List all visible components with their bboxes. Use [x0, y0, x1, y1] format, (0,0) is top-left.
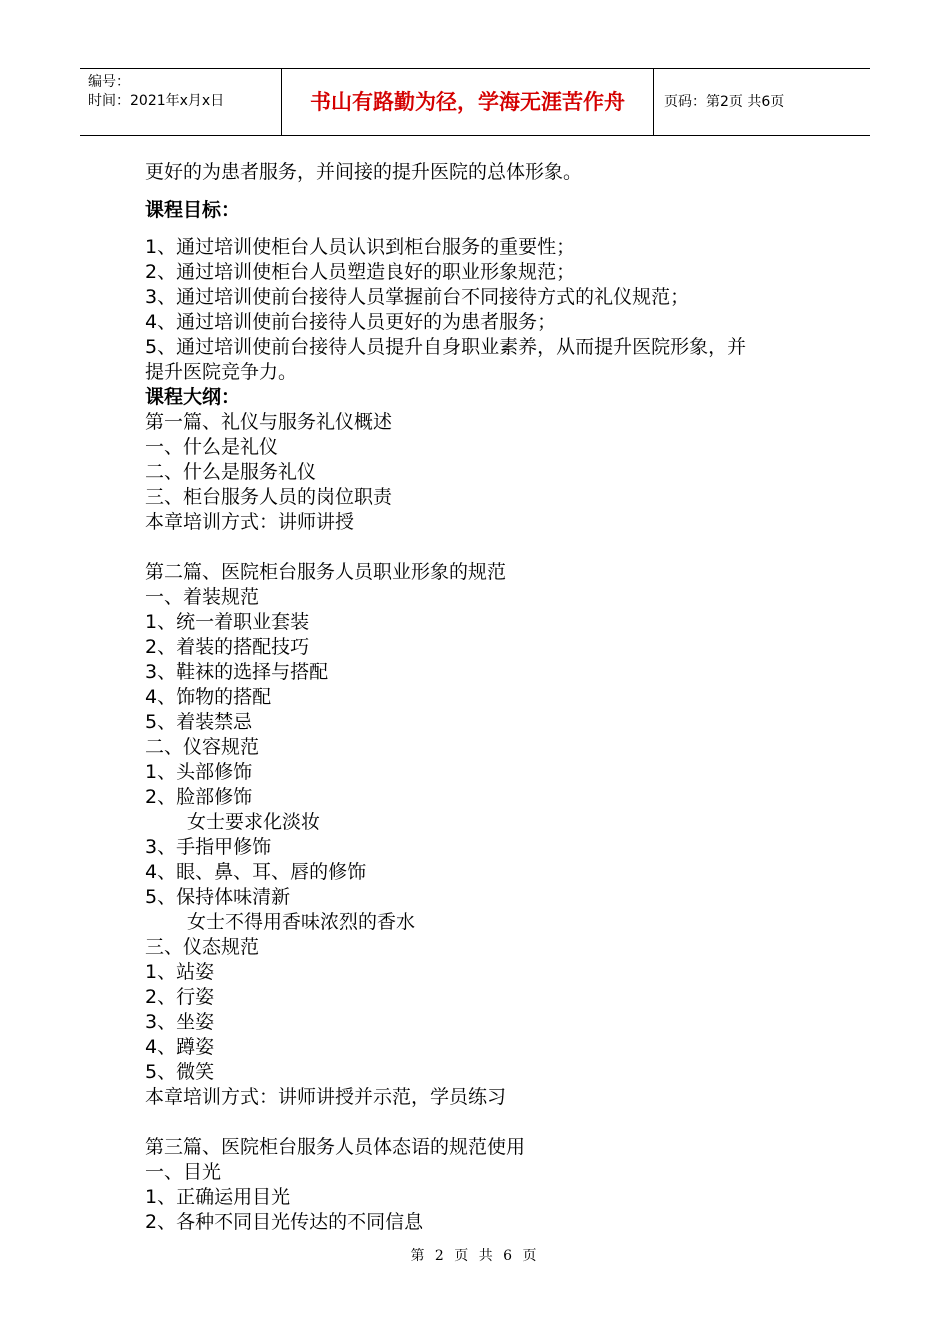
blank-line: [145, 535, 825, 560]
outline-item: 4、眼、鼻、耳、唇的修饰: [145, 861, 367, 883]
goal-item: 4、通过培训使前台接待人员更好的为患者服务；: [145, 311, 557, 333]
outline-item: 5、保持体味清新: [145, 886, 291, 908]
part-title: 第三篇、医院柜台服务人员体态语的规范使用: [145, 1136, 526, 1158]
outline-item: 4、饰物的搭配: [145, 686, 272, 708]
outline-section: 二、仪容规范: [145, 736, 260, 758]
blank-line: [145, 1110, 825, 1135]
part-title: 第一篇、礼仪与服务礼仪概述: [145, 411, 393, 433]
outline-item: 2、行姿: [145, 986, 215, 1008]
outline-item: 4、蹲姿: [145, 1036, 215, 1058]
outline-item: 2、脸部修饰: [145, 786, 253, 808]
outline-item: 5、着装禁忌: [145, 711, 253, 733]
outline-item: 3、坐姿: [145, 1011, 215, 1033]
outline-item: 5、微笑: [145, 1061, 215, 1083]
header-page-info: 页码：第2页 共6页: [664, 94, 785, 110]
outline-item: 3、鞋袜的选择与搭配: [145, 661, 329, 683]
outline-item: 1、统一着职业套装: [145, 611, 310, 633]
goal-item: 3、通过培训使前台接待人员掌握前台不同接待方式的礼仪规范；: [145, 286, 690, 308]
outline-item: 二、什么是服务礼仪: [145, 461, 317, 483]
intro-paragraph: 更好的为患者服务，并间接的提升医院的总体形象。: [145, 161, 583, 183]
outline-item: 1、正确运用目光: [145, 1186, 291, 1208]
page-footer: 第 2 页 共 6 页: [410, 1248, 540, 1264]
outline-note: 女士不得用香味浓烈的香水: [187, 911, 416, 933]
goal-item: 2、通过培训使柜台人员塑造良好的职业形象规范；: [145, 261, 576, 283]
training-method: 本章培训方式：讲师讲授并示范，学员练习: [145, 1086, 507, 1108]
outline-part-3: [145, 1135, 825, 1235]
header-meta: [80, 69, 282, 135]
outline-item: 2、着装的搭配技巧: [145, 636, 310, 658]
training-method: 本章培训方式：讲师讲授: [145, 511, 355, 533]
goal-item: 5、通过培训使前台接待人员提升自身职业素养，从而提升医院形象，并: [145, 336, 747, 358]
document-body: [145, 160, 825, 1235]
outline-heading: 课程大纲：: [145, 386, 241, 408]
goal-item: 1、通过培训使柜台人员认识到柜台服务的重要性；: [145, 236, 576, 258]
outline-part-2: [145, 560, 825, 1110]
document-date: 时间：2021年x月x日: [88, 93, 225, 109]
outline-note: 女士要求化淡妆: [187, 811, 321, 833]
outline-part-1: [145, 410, 825, 535]
outline-item: 1、站姿: [145, 961, 215, 983]
outline-item: 三、柜台服务人员的岗位职责: [145, 486, 393, 508]
document-header: [80, 68, 870, 136]
goals-heading: 课程目标：: [145, 199, 241, 221]
outline-section: 三、仪态规范: [145, 936, 260, 958]
header-motto: 书山有路勤为径，学海无涯苦作舟: [282, 69, 654, 135]
outline-item: 一、什么是礼仪: [145, 436, 279, 458]
outline-item: 1、头部修饰: [145, 761, 253, 783]
outline-item: 3、手指甲修饰: [145, 836, 272, 858]
part-title: 第二篇、医院柜台服务人员职业形象的规范: [145, 561, 507, 583]
outline-item: 2、各种不同目光传达的不同信息: [145, 1211, 424, 1233]
document-number-label: 编号：: [88, 74, 130, 90]
outline-section: 一、着装规范: [145, 586, 260, 608]
goals-list: [145, 235, 825, 385]
goal-item-continuation: 提升医院竞争力。: [145, 361, 298, 383]
outline-section: 一、目光: [145, 1161, 222, 1183]
